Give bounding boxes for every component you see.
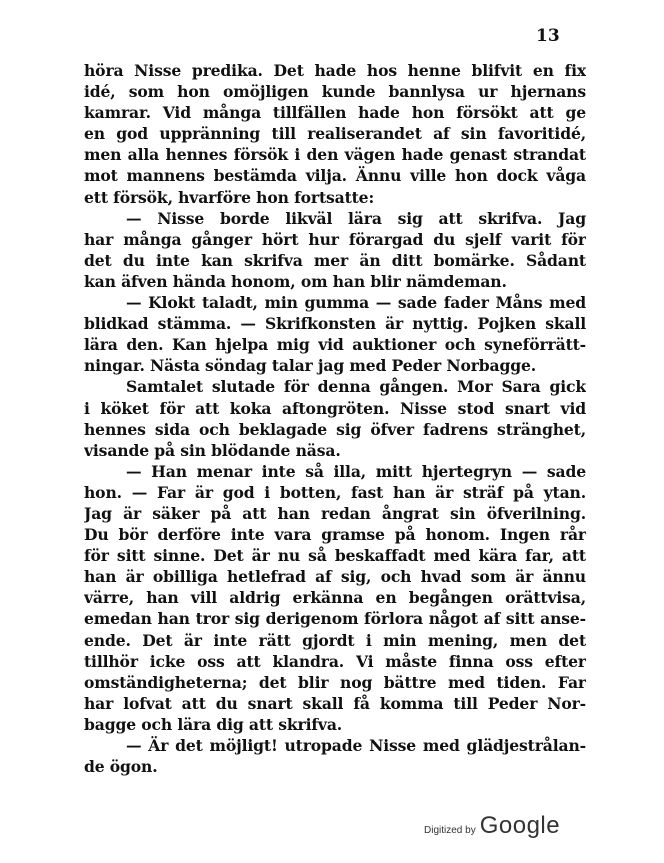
text-line: kan äfven hända honom, om han blir nämdeman.	[84, 271, 507, 291]
text-line: omständigheterna; det blir nog bättre med tiden. Far	[84, 672, 586, 692]
text-line: har lofvat att du snart skall få komma till Peder Nor-	[84, 693, 586, 713]
text-line: han är obilliga hetlefrad af sig, och hvad som är ännu	[84, 567, 586, 587]
text-line: bagge och lära dig att skrifva.	[84, 714, 343, 734]
text-line: en god uppränning till realiserandet af sin favoritidé,	[84, 124, 586, 144]
text-line: ett försök, hvarföre hon fortsatte:	[84, 187, 375, 207]
digitized-label: Digitized by	[424, 825, 476, 836]
text-line: för sitt sinne. Det är nu så beskaffadt med kära far, att	[84, 546, 586, 566]
text-line: ningar. Nästa söndag talar jag med Peder Norbagge.	[84, 356, 537, 376]
text-line: höra Nisse predika. Det hade hos henne blifvit en fix	[84, 61, 586, 80]
text-line: mot mannens bestämda vilja. Ännu ville hon dock våga	[84, 166, 586, 186]
text-line: värre, han vill aldrig erkänna en begången orättvisa,	[84, 588, 586, 608]
text-line: — Han menar inte så illa, mitt hjertegryn — sade	[126, 461, 586, 481]
text-line: — Är det möjligt! utropade Nisse med glädjestrålan-	[126, 736, 586, 755]
page-number: 13	[536, 26, 560, 46]
text-line: hon. — Far är god i botten, fast han är sträf på ytan.	[84, 482, 586, 502]
digitized-footer	[424, 812, 560, 840]
text-line: — Klokt taladt, min gumma — sade fader Måns med	[126, 293, 586, 313]
text-line: lära den. Kan hjelpa mig vid auktioner och syneförrätt-	[84, 335, 586, 355]
body-text	[84, 60, 586, 777]
text-line: tillhör icke oss att klandra. Vi måste finna oss efter	[84, 651, 586, 671]
text-line: Samtalet slutade för denna gången. Mor Sara gick	[126, 377, 586, 397]
text-line: har många gånger hört hur förargad du sjelf varit för	[84, 229, 586, 249]
text-line: Du bör derföre inte vara gramse på honom. Ingen rår	[84, 525, 586, 545]
text-line: kamrar. Vid många tillfällen hade hon försökt att ge	[84, 103, 586, 123]
text-line: — Nisse borde likväl lära sig att skrifva. Jag	[126, 208, 586, 228]
text-line: visande på sin blödande näsa.	[84, 440, 341, 460]
text-line: Jag är säker på att han redan ångrat sin öfverilning.	[84, 503, 586, 523]
text-line: emedan han tror sig derigenom förlora något af sitt anse-	[84, 609, 586, 629]
text-line: men alla hennes försök i den vägen hade genast strandat	[84, 145, 586, 165]
text-line: i köket för att koka aftongröten. Nisse stod snart vid	[84, 398, 586, 418]
text-line: ende. Det är inte rätt gjordt i min mening, men det	[84, 630, 586, 650]
text-line: blidkad stämma. — Skrifkonsten är nyttig. Pojken skall	[84, 314, 586, 334]
google-logo: Google	[479, 812, 561, 839]
text-line: hennes sida och beklagade sig öfver fadrens stränghet,	[84, 419, 586, 439]
text-line: idé, som hon omöjligen kunde bannlysa ur hjernans	[84, 82, 586, 102]
text-line: det du inte kan skrifva mer än ditt bomärke. Sådant	[84, 250, 586, 270]
text-line: de ögon.	[84, 757, 158, 777]
